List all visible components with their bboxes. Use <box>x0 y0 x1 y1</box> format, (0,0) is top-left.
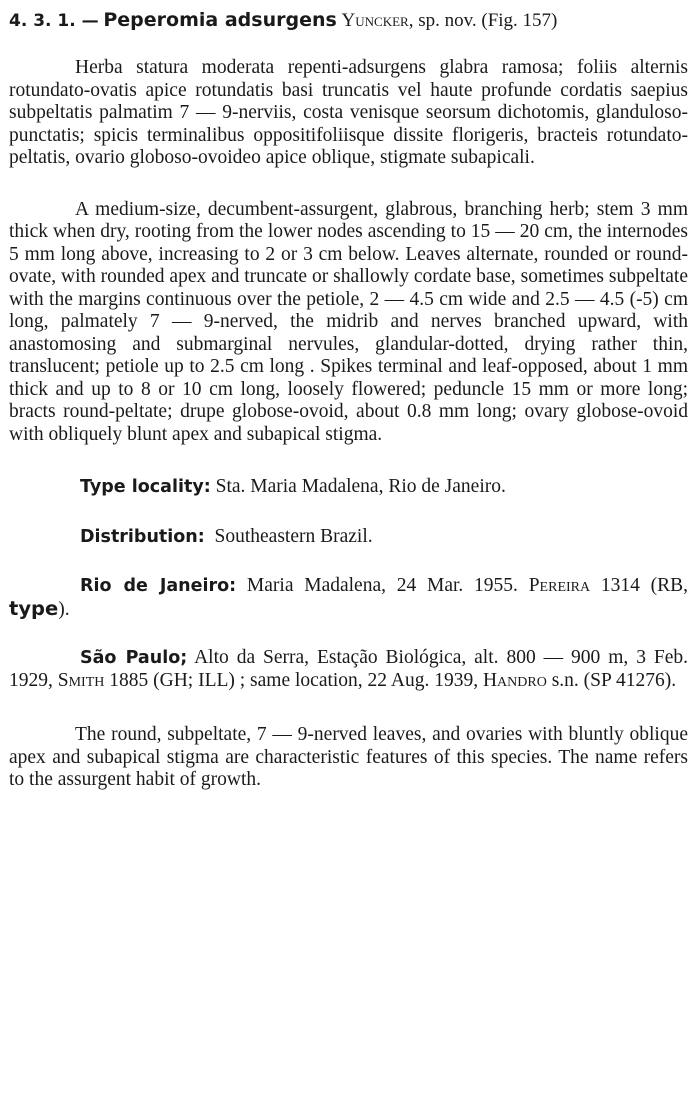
rio-text-3: ). <box>58 598 70 620</box>
sao-paulo-collector-2: Handro <box>482 669 547 691</box>
section-number: 4. 3. 1. — <box>9 11 99 31</box>
latin-description: Herba statura moderata repenti-adsurgens glabra ramosa; foliis alternis rotundato-ovatis apice rotundatis basi truncatis vel haute profunde cordatis saepius subpeltatis palmatim 7 — 9-nerviis, costa venisque seorsum dichotomis, glanduloso-punctatis; spicis terminalibus oppositifoliisque dissite florigeris, bracteis rotundato-peltatis, ovario globoso-ovoideo apice oblique, stigmate subapicali. <box>9 57 688 168</box>
english-description: A medium-size, decumbent-assurgent, glabrous, branching herb; stem 3 mm thick when dry, rooting from the lower nodes ascending to 15 — 20 cm, the internodes 5 mm long above, increasing to 2 or 3 cm below. Leaves alternate, rounded or round-ovate, with rounded apex and truncate or shallowly cordate base, sometimes subpeltate with the margins continuous over the petiole, 2 — 4.5 cm wide and 2.5 — 4.5 (-5) cm long, palmately 7 — 9-nerved, the midrib and nerves branched upward, with anastomosing and submarginal nervules, glandular-dotted, drying rather thin, translucent; petiole up to 2.5 cm long . Spikes terminal and leaf-opposed, about 1 mm thick and up to 8 or 10 cm long, loosely flowered; peduncle 15 mm or more long; bracts round-peltate; drupe globose-ovoid, about 0.8 mm long; ovary globose-ovoid with obliquely blunt apex and subapical stigma. <box>9 198 688 445</box>
species-designation: sp. nov. (Fig. 157) <box>418 10 558 31</box>
sao-paulo-collector-1: Smith <box>57 669 105 691</box>
specimen-sao-paulo <box>9 647 688 692</box>
species-author: Yuncker, <box>341 10 414 31</box>
type-locality-value: Sta. Maria Madalena, Rio de Janeiro. <box>215 476 506 497</box>
distribution-label: Distribution: <box>80 526 205 547</box>
rio-collector: Pereira <box>528 575 591 596</box>
species-name: Peperomia adsurgens <box>103 9 337 31</box>
rio-text-1: Maria Madalena, 24 Mar. 1955. <box>246 575 518 596</box>
closing-paragraph: The round, subpeltate, 7 — 9-nerved leaves, and ovaries with bluntly oblique apex and subapical stigma are characteristic features of this species. The name refers to the assurgent habit of growth. <box>9 724 688 790</box>
distribution <box>9 526 688 549</box>
rio-text-2: 1314 (RB, <box>600 575 689 596</box>
sao-paulo-text-1: Alto da Serra, Estação Biológica, alt. 800 — 900 m, 3 Feb. 1929, <box>9 647 689 691</box>
species-heading <box>9 6 688 35</box>
type-locality-label: Type locality: <box>80 477 211 497</box>
sao-paulo-text-3: s.n. (SP 41276). <box>551 669 677 691</box>
rio-label: Rio de Janeiro: <box>80 576 237 596</box>
type-locality <box>9 476 688 499</box>
distribution-value: Southeastern Brazil. <box>214 525 373 547</box>
specimen-rio-de-janeiro <box>9 575 688 621</box>
sao-paulo-label: São Paulo; <box>80 648 188 668</box>
rio-type-word: type <box>9 596 59 620</box>
sao-paulo-text-2: 1885 (GH; ILL) ; same location, 22 Aug. 1939, <box>109 669 479 691</box>
